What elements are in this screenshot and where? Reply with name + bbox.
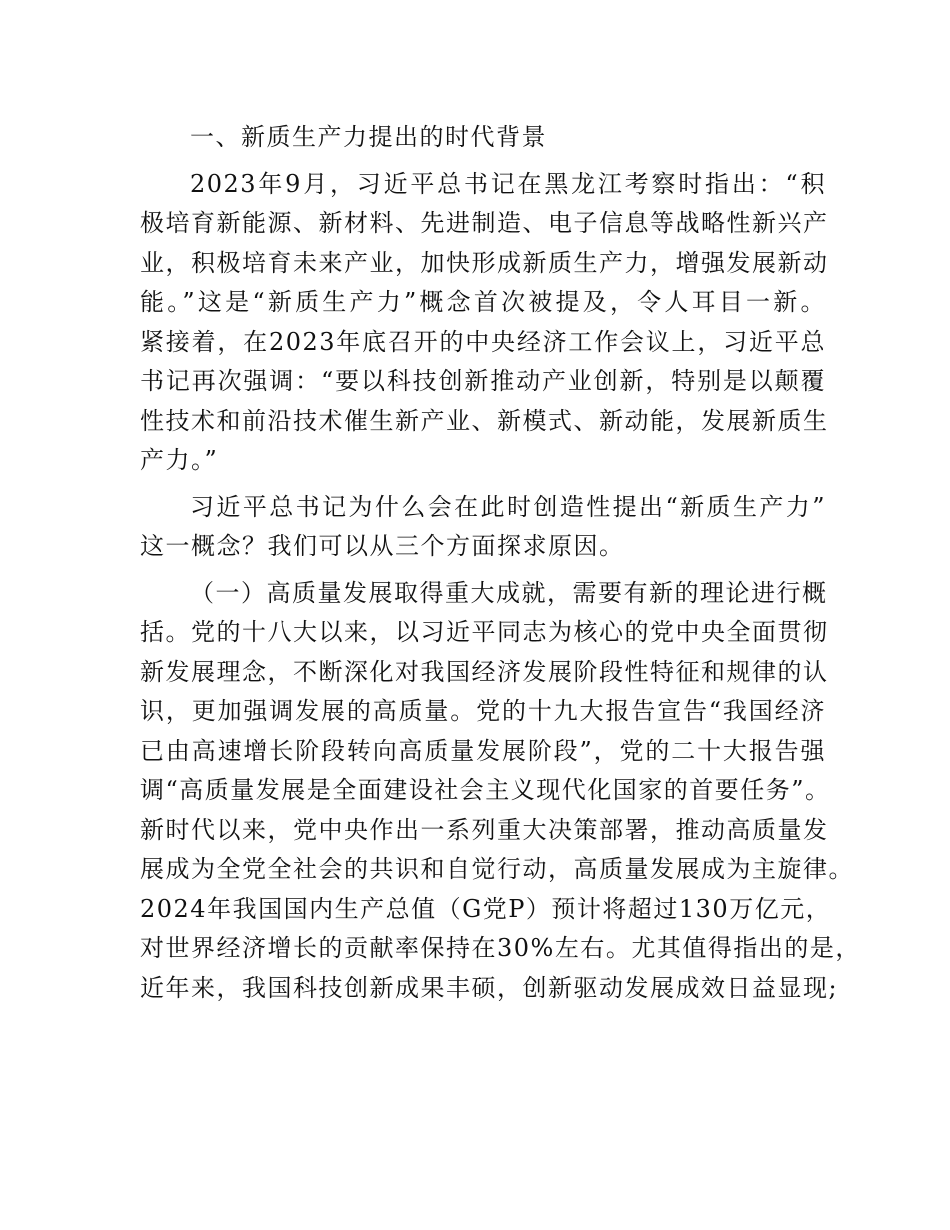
paragraph-3	[140, 574, 861, 1009]
paragraph-line: 2023年9月，习近平总书记在黑龙江考察时指出：“积	[190, 169, 826, 198]
paragraph-line: 业，积极培育未来产业，加快形成新质生产力，增强发展新动	[140, 248, 829, 277]
paragraph-line: 能。”这是“新质生产力”概念首次被提及，令人耳目一新。	[140, 288, 826, 316]
paragraph-line: 紧接着，在2023年底召开的中央经济工作会议上，习近平总	[140, 327, 826, 356]
paragraph-2	[140, 488, 826, 567]
paragraph-line: 对世界经济增长的贡献率保持在30%左右。尤其值得指出的是，	[140, 934, 861, 962]
paragraph-line: 性技术和前沿技术催生新产业、新模式、新动能，发展新质生	[140, 406, 829, 435]
paragraph-line: 习近平总书记为什么会在此时创造性提出“新质生产力”	[190, 492, 826, 521]
paragraph-line: 这一概念？我们可以从三个方面探求原因。	[140, 532, 625, 560]
paragraph-line: 近年来，我国科技创新成果丰硕，创新驱动发展成效日益显现;	[140, 973, 839, 1002]
paragraph-line: 2024年我国国内生产总值（G党P）预计将超过130万亿元，	[140, 894, 832, 923]
paragraph-line: 调“高质量发展是全面建设社会主义现代化国家的首要任务”。	[140, 776, 831, 804]
paragraph-line: 新发展理念，不断深化对我国经济发展阶段性特征和规律的认	[140, 657, 829, 686]
paragraph-line: （一）高质量发展取得重大成就，需要有新的理论进行概	[190, 578, 828, 607]
section-heading: 一、新质生产力提出的时代背景	[190, 123, 547, 151]
paragraph-line: 新时代以来，党中央作出一系列重大决策部署，推动高质量发	[140, 815, 829, 844]
paragraph-line: 展成为全党全社会的共识和自觉行动，高质量发展成为主旋律。	[140, 855, 854, 883]
paragraph-line: 已由高速增长阶段转向高质量发展阶段”，党的二十大报告强	[140, 736, 826, 765]
paragraph-line: 书记再次强调：“要以科技创新推动产业创新，特别是以颠覆	[140, 367, 826, 395]
paragraph-line: 识，更加强调发展的高质量。党的十九大报告宣告“我国经济	[140, 697, 826, 725]
paragraph-1	[140, 165, 829, 481]
paragraph-line: 极培育新能源、新材料、先进制造、电子信息等战略性新兴产	[140, 209, 829, 237]
document-body	[140, 118, 861, 1008]
paragraph-line: 产力。”	[140, 446, 219, 474]
paragraph-line: 括。党的十八大以来，以习近平同志为核心的党中央全面贯彻	[140, 618, 829, 646]
